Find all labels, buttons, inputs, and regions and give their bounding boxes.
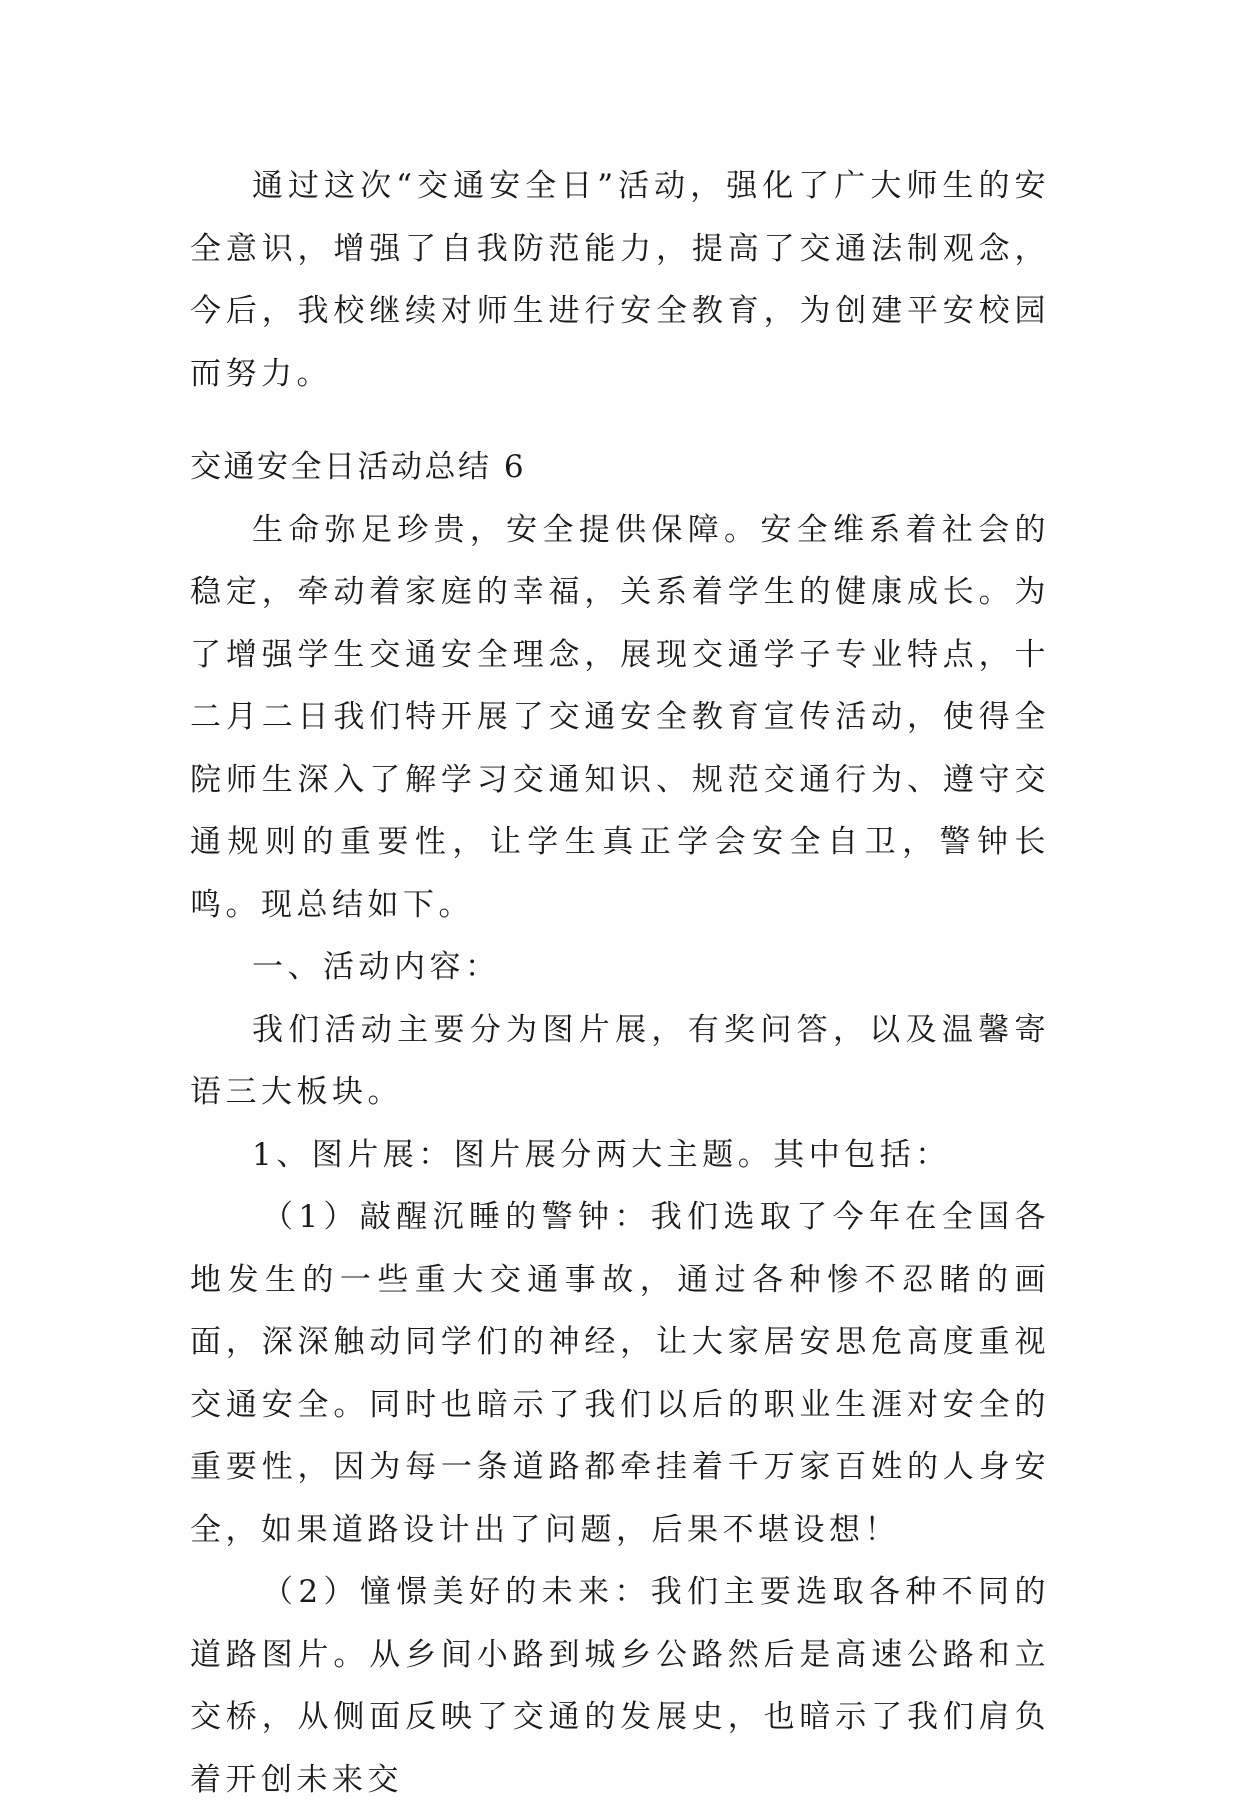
paragraph-photo-exhibition: 1、图片展：图片展分两大主题。其中包括：: [252, 1136, 951, 1173]
paragraph-intro: 生命弥足珍贵，安全提供保障。安全维系着社会的稳定，牵动着家庭的幸福，关系着学生的健康成长。为了增强学生交通安全理念，展现交通学子专业特点，十二月二日我们特开展了交通安全教育宣传活动，使得全院师生深入了解学习交通知识、规范交通行为、遵守交通规则的重要性，让学生真正学会安全自卫，警钟长鸣。现总结如下。: [190, 511, 1050, 923]
paragraph-activity-overview: 我们活动主要分为图片展，有奖问答，以及温馨寄语三大板块。: [190, 1011, 1050, 1110]
paragraph-closing: 通过这次“交通安全日”活动，强化了广大师生的安全意识，增强了自我防范能力，提高了交通法制观念，今后，我校继续对师生进行安全教育，为创建平安校园而努力。: [190, 168, 1050, 392]
document-body: [190, 155, 1050, 1811]
section-title: 交通安全日活动总结 6: [190, 449, 527, 485]
paragraph-theme-1: （1）敲醒沉睡的警钟：我们选取了今年在全国各地发生的一些重大交通事故，通过各种惨不忍睹的画面，深深触动同学们的神经，让大家居安思危高度重视交通安全。同时也暗示了我们以后的职业生涯对安全的重要性，因为每一条道路都牵挂着千万家百姓的人身安全，如果道路设计出了问题，后果不堪设想！: [190, 1199, 1050, 1548]
subheading-activity-content: 一、活动内容：: [252, 949, 501, 985]
paragraph-theme-2: （2）憧憬美好的未来：我们主要选取各种不同的道路图片。从乡间小路到城乡公路然后是高速公路和立交桥，从侧面反映了交通的发展史，也暗示了我们肩负着开创未来交: [190, 1574, 1050, 1798]
